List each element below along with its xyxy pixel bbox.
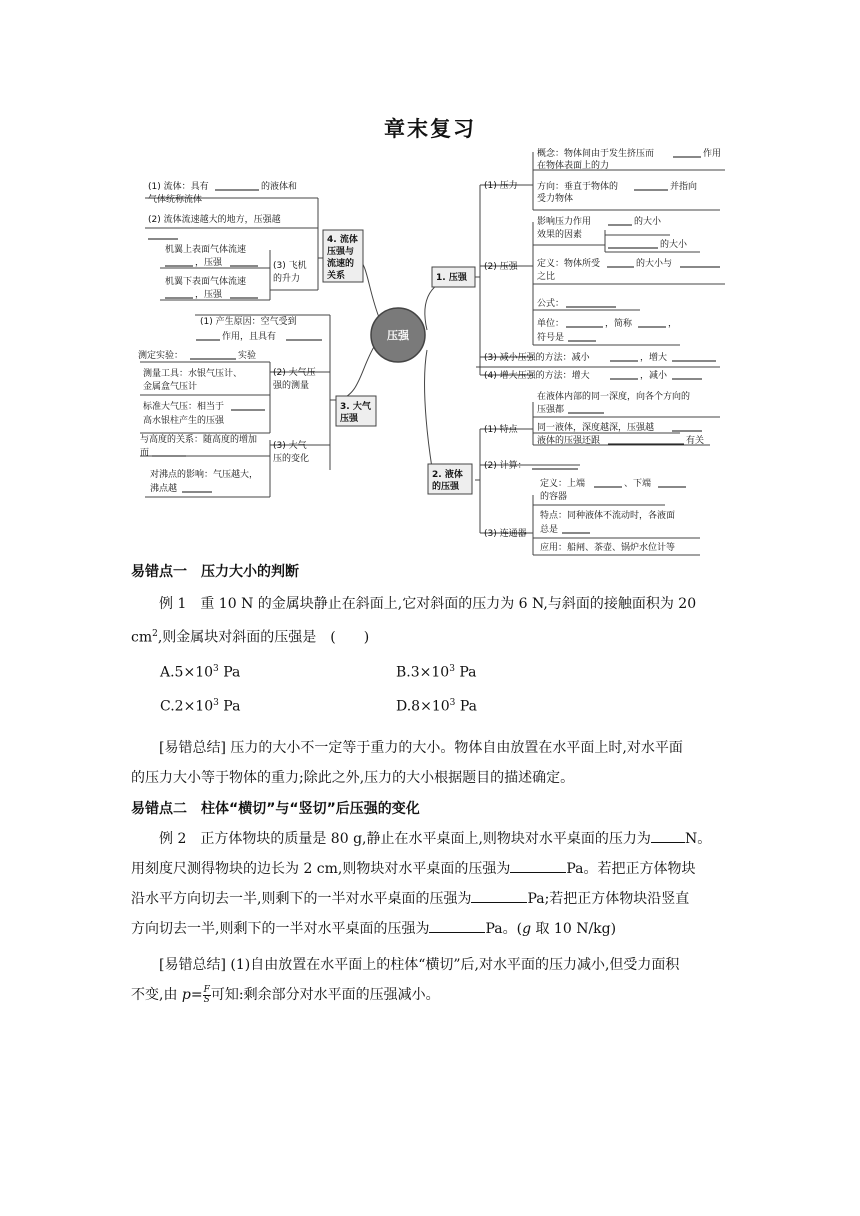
branch3-label-2: 压强 [340, 414, 359, 424]
b1-s2a1: 影响压力作用 [537, 217, 592, 227]
branch4-label-4: 关系 [327, 271, 346, 281]
b4-s3c2: ，压强 [195, 258, 223, 268]
b1-s2b1: 定义：物体所受 [537, 259, 601, 269]
b3-s2b: 强的测量 [273, 381, 310, 391]
blank-pressure-3[interactable] [429, 917, 485, 933]
b1-s1a1b: 作用 [703, 149, 722, 159]
b4-s1a: (1) 流体：具有 [148, 182, 209, 192]
b1-s1b2: 受力物体 [537, 194, 574, 204]
b3-s2e2: 高水银柱产生的压强 [143, 416, 225, 426]
b1-s1b1: 方向：垂直于物体的 [537, 182, 619, 192]
example-2-line-2: 用刻度尺测得物块的边长为 2 cm,则物块对水平桌面的压强为 Pa。若把正方体物块 [131, 854, 731, 884]
summary-2-line-1: [易错总结] (1)自由放置在水平面上的柱体“横切”后,对水平面的压力减小,但受力面积 [159, 957, 680, 973]
hub-label: 压强 [387, 329, 409, 342]
ex1-sup: 2 [152, 629, 158, 639]
branch4-label-2: 压强与 [327, 247, 355, 257]
b2-s1cb: 有关 [686, 436, 705, 446]
b4-s3a: (3) 飞机 [273, 261, 307, 271]
branch1-label: 1. 压强 [436, 273, 467, 283]
b4-s1ab: 的液体和 [261, 182, 298, 192]
b2-s3b2: 总是 [540, 525, 559, 535]
b1-s4: (4) 增大压强的方法：增大 [484, 371, 590, 381]
b3-s2d1: 测量工具：水银气压计、 [143, 369, 243, 379]
b2-s1a1: 在液体内部的同一深度，向各个方向的 [537, 392, 691, 402]
b1-s2a3: 的大小 [634, 217, 662, 227]
b1-s1a2: 在物体表面上的力 [537, 161, 610, 171]
b1-s2d1c: ， [668, 319, 678, 329]
blank-pressure-1[interactable] [510, 857, 566, 873]
b2-s2: (2) 计算： [484, 461, 527, 471]
b3-s2e1: 标准大气压：相当于 [143, 402, 225, 412]
branch4-label-1: 4. 流体 [327, 235, 358, 245]
branch2-label-2: 的压强 [432, 482, 460, 492]
b1-s2a4: 的大小 [660, 240, 688, 250]
b1-s2c: 公式： [537, 299, 565, 309]
b1-s2: (2) 压强 [484, 262, 518, 272]
b3-s3b: 压的变化 [273, 454, 310, 464]
b2-s3a1: 定义：上端 [540, 479, 586, 489]
b2-s3a2: 的容器 [540, 492, 568, 502]
b2-s1c: 液体的压强还跟 [537, 436, 601, 446]
b4-s2: (2) 流体流速越大的地方，压强越 [148, 215, 281, 225]
b1-s3b: ，增大 [640, 353, 668, 363]
b1-s1: (1) 压力 [484, 181, 518, 191]
summary-1-line-2: 的压力大小等于物体的重力;除此之外,压力的大小根据题目的描述确定。 [131, 770, 575, 786]
b3-s3d1: 对沸点的影响：气压越大， [150, 470, 259, 480]
mind-map [0, 140, 860, 553]
branch3-label-1: 3. 大气 [340, 402, 371, 412]
b3-s3c1: 与高度的关系：随高度的增加 [140, 435, 258, 445]
page-title: 章末复习 [384, 117, 476, 141]
branch2-nodes [484, 390, 704, 553]
b3-s2a: (2) 大气压 [273, 368, 316, 378]
section-1-heading: 易错点一 压力大小的判断 [131, 564, 299, 580]
b2-s3: (3) 连通器 [484, 529, 527, 539]
b2-s3b1: 特点：同种液体不流动时，各液面 [540, 511, 676, 521]
b2-s1: (1) 特点 [484, 425, 518, 435]
summary-2-line-2: 不变,由 p= $\frac{F}{S}$ 可知:剩余部分对水平面的压强减小。 [131, 984, 440, 1005]
example-2-line-4: 方向切去一半,则剩下的一半对水平桌面的压强为 Pa。(g 取 10 N/kg) [131, 914, 731, 944]
ex1-cm: cm [131, 629, 153, 646]
b2-s3c: 应用：船闸、茶壶、锅炉水位计等 [540, 543, 676, 553]
example-2-line-1: 例 2 正方体物块的质量是 80 g,静止在水平桌面上,则物块对水平桌面的压力为 N。 [131, 824, 731, 854]
ex1-rest: ,则金属块对斜面的压强是 ( ) [157, 629, 370, 646]
blank-force[interactable] [651, 827, 685, 843]
branch3-nodes [138, 315, 322, 494]
example-1-line-2 [131, 619, 731, 653]
b1-s4b: ，减小 [640, 371, 668, 381]
b2-s1b: 同一液体，深度越深，压强越 [537, 423, 655, 433]
b3-s3c2: 而 [140, 448, 150, 458]
option-b[interactable]: $B.3\times 10^3$ Pa [396, 664, 477, 681]
b3-s3a: (3) 大气 [273, 441, 307, 451]
b4-s3b: 的升力 [273, 274, 301, 284]
b1-s2b1b: 的大小与 [636, 259, 673, 269]
branch1-nodes [484, 147, 721, 381]
b1-s2d2: 符号是 [537, 333, 565, 343]
formula-fraction: $\frac{F}{S}$ [203, 984, 210, 1005]
blank-pressure-2[interactable] [471, 887, 527, 903]
option-c[interactable]: $C.2\times 10^3$ Pa [160, 698, 241, 715]
b1-s3: (3) 减小压强的方法：减小 [484, 353, 590, 363]
b3-s2c: 测定实验： [138, 351, 184, 361]
section-2-heading: 易错点二 柱体“横切”与“竖切”后压强的变化 [131, 801, 420, 817]
branch2-label-1: 2. 液体 [432, 470, 463, 480]
b1-s2d1b: ，简称 [605, 319, 633, 329]
b1-s1b1b: 并指向 [670, 182, 698, 192]
b4-s3d1: 机翼下表面气体流速 [165, 277, 247, 287]
option-a[interactable]: $A.5\times 10^3$ Pa [160, 664, 241, 681]
example-1-line-1: 例 1 重 10 N 的金属块静止在斜面上,它对斜面的压力为 6 N,与斜面的接触面积为 20 [159, 596, 697, 612]
b3-s2d2: 金属盒气压计 [143, 382, 198, 392]
b4-s3d2: ，压强 [195, 290, 223, 300]
b1-s2b2: 之比 [537, 272, 556, 282]
b4-s3c1: 机翼上表面气体流速 [165, 245, 247, 255]
section-2 [131, 794, 731, 1010]
b3-s1b: 作用，且具有 [222, 332, 277, 342]
summary-1 [131, 733, 731, 793]
option-d[interactable]: $D.8\times 10^3$ Pa [396, 698, 477, 715]
b1-s1a1: 概念：物体间由于发生挤压而 [537, 149, 655, 159]
b3-s1a: (1) 产生原因：空气受到 [200, 317, 297, 327]
section-1 [131, 557, 731, 653]
b3-s3d2: 沸点越 [150, 484, 178, 494]
b2-s3a1b: 、下端 [624, 479, 652, 489]
summary-1-line-1: [易错总结] 压力的大小不一定等于重力的大小。物体自由放置在水平面上时,对水平面 [159, 740, 683, 756]
b4-s1b: 气体统称流体 [148, 195, 203, 205]
branch4-label-3: 流速的 [327, 259, 355, 269]
b1-s2a2: 效果的因素 [537, 230, 583, 240]
b2-s1a2: 压强都 [537, 405, 565, 415]
b3-s2cb: 实验 [238, 351, 257, 361]
b1-s2d1: 单位： [537, 319, 565, 329]
example-2-line-3: 沿水平方向切去一半,则剩下的一半对水平桌面的压强为 Pa;若把正方体物块沿竖直 [131, 884, 731, 914]
